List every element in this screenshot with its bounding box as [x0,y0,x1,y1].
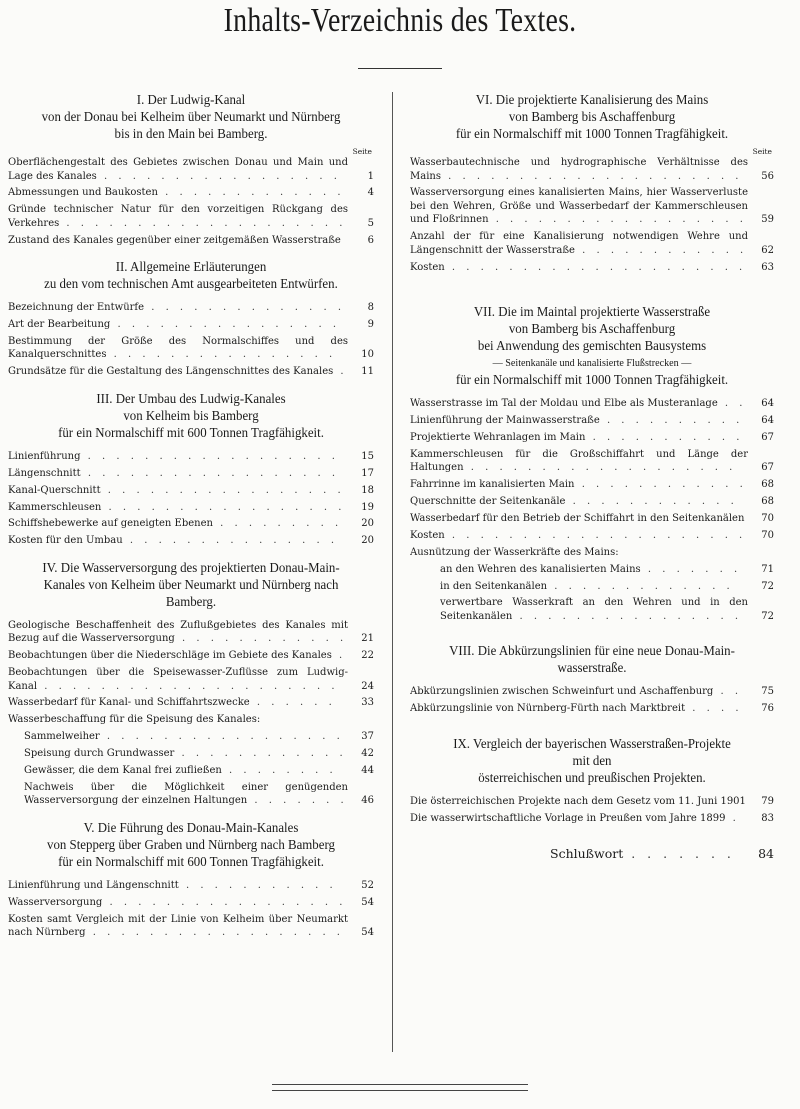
toc-section [8,560,374,808]
toc-entry-page: 1 [367,170,374,182]
toc-entry[interactable] [410,702,774,716]
dot-leader: . [333,366,348,378]
toc-entry-page: 62 [761,244,774,256]
toc-entry-page: 17 [361,467,374,479]
section-heading-line: österreichischen und preußischen Projekten. [478,770,706,786]
toc-entry-title: Gründe technischer Natur für den vorzeitigen Rückgang des Verkehres [8,204,348,229]
toc-entry-title: Ausnützung der Wasserkräfte des Mains: [410,546,619,558]
dot-leader: . . . . . . . . . . . . . . . . . . . . . [440,170,743,182]
toc-entry-page: 44 [361,765,374,777]
section-heading [425,92,760,143]
dot-leader: . . . . . . . . . . . . . . . . [110,319,341,331]
toc-entry-title: Wasserbautechnische und hydrographische Verhältnisse des Mains [410,157,748,182]
title-divider [358,68,442,69]
section-heading [425,643,760,677]
toc-entry-page: 52 [361,879,374,891]
toc-entry[interactable] [410,495,774,509]
section-heading-line: I. Der Ludwig-Kanal [136,93,246,108]
toc-entry[interactable] [410,448,774,475]
section-heading-line: von Stepperg über Graben und Nürnberg nach Bamberg [47,837,335,853]
dot-leader: . . . . . . . . . . . . . . . . . . [80,450,339,462]
toc-section [8,391,374,548]
toc-entry[interactable] [410,795,774,809]
toc-entry-page: 64 [761,415,774,427]
section-heading-line: mit den [572,753,612,769]
toc-section [8,259,374,379]
toc-entry-page: 21 [361,633,374,645]
section-heading-line: V. Die Führung des Donau-Main-Kanales [83,820,299,836]
dot-leader: . . . . . . . . . . . . . . . [122,535,339,547]
toc-entry-page: 37 [361,731,374,743]
toc-entry-title: Zustand des Kanales gegenüber einer zeitgemäßen Wasserstraße [8,234,341,246]
toc-entry-title: Abkürzungslinie von Nürnberg-Fürth nach Marktbreit [410,703,686,715]
dot-leader: . . . . . . . . . . . . . . . . . [99,731,344,743]
toc-entry-title: Wasserbedarf für Kanal- und Schiffahrtszwecke [8,697,250,709]
toc-section [8,820,374,940]
dot-leader: . . . . . . . [247,795,348,807]
dot-leader: . . . . . . . . . . . . . . . . . . . . [59,217,347,229]
toc-entry[interactable] [8,879,374,893]
toc-entry-page: 24 [361,680,374,692]
toc-section [410,304,774,623]
column-divider [392,92,393,1052]
section-heading-line: wasserstraße. [557,661,627,677]
dot-leader: . . . . . . . . . . . . . . . . [106,349,337,361]
toc-entry-page: 6 [367,234,374,246]
section-heading-line: von Bamberg bis Aschaffenburg [508,322,676,338]
toc-entry-page: 19 [361,501,374,513]
toc-entry-page: 5 [367,217,374,229]
toc-entry-page: 54 [361,927,374,939]
page-column-label: Seite [752,147,772,156]
toc-entry[interactable] [410,186,774,227]
section-heading-line: VI. Die projektierte Kanalisierung des Mains [475,93,709,108]
toc-entry-title: Abmessungen und Baukosten [8,187,158,199]
toc-entry-title: Kosten samt Vergleich mit der Linie von Kelheim über Neumarkt nach Nürnberg [8,913,348,939]
toc-entry-title: Oberflächengestalt des Gebietes zwischen Donau und Main und Lage des Kanales [8,157,348,182]
toc-entry-page: 63 [761,261,774,273]
dot-leader: . . . . . . . . . . . . . . . . . [96,170,341,182]
dot-leader: . . . . . . . . . . . . . . . . . [102,896,347,908]
dot-leader: . . . . . . . . . . . . [574,479,747,491]
toc-entry-title: Kosten für den Umbau [8,535,123,547]
toc-entry-title: Kammerschleusen für die Großschiffahrt und Länge der Haltungen [410,448,748,474]
toc-entry-title: Anzahl der für eine Kanalisierung notwendigen Wehre und Längenschnitt der Wasserstraße [410,231,748,256]
toc-entry[interactable] [410,397,774,411]
section-heading-line: von Kelheim bis Bamberg [123,408,259,424]
dot-leader: . . . . . . . . . . . [178,879,337,891]
toc-entry-page: 76 [761,703,774,715]
toc-entry-title: Art der Bearbeitung [8,319,111,331]
toc-entry-page: 8 [367,302,374,314]
toc-entry[interactable] [410,529,774,543]
dot-leader: . . . . . . . . . . . . . . . . . . [488,214,747,226]
section-heading-line: VII. Die im Maintal projektierte Wasserstraße [473,305,711,321]
left-column [8,92,374,943]
toc-entry[interactable] [8,747,374,761]
toc-entry-page: 56 [761,170,774,182]
toc-entry-page: 20 [361,518,374,530]
dot-leader: . . . . . . . . . . . . [174,633,348,645]
toc-entry-title: Schiffshebewerke auf geneigten Ebenen [8,518,213,530]
toc-entry-title: Gewässer, die dem Kanal frei zufließen [24,765,222,777]
dot-leader: . . . . . . . . . . . . . . . . . . . . . [37,680,339,692]
toc-entry-page: 68 [761,496,774,508]
toc-entry-title: Wasserversorgung [8,896,103,908]
toc-entry[interactable] [8,301,374,315]
toc-entry[interactable] [8,203,374,230]
section-heading-line: von Bamberg bis Aschaffenburg [508,110,676,125]
toc-entry-page: 4 [367,187,374,199]
dot-leader: . . . . . . . . [221,765,337,777]
dot-leader: . . . . . . . . . . . . . . . . . . [85,927,344,939]
section-heading-line: bei Anwendung des gemischten Bausystems [477,339,707,355]
toc-entry-title: Linienführung der Mainwasserstraße [410,415,600,427]
toc-entry-title: Linienführung und Längenschnitt [8,879,179,891]
toc-entry[interactable] [410,847,774,861]
toc-entry-title: an den Wehren des kanalisierten Mains [440,563,641,575]
dot-leader: . . . . . . . . . . . . [565,496,738,508]
toc-entry[interactable] [8,467,374,481]
toc-entry-title: Beobachtungen über die Niederschläge im Gebiete des Kanales [8,650,332,662]
toc-entry-title: Bestimmung der Größe des Normalschiffes und des Kanalquerschnittes [8,335,348,361]
section-heading [425,736,760,787]
toc-entry-title: Beobachtungen über die Speisewasser-Zuflüsse zum Ludwig-Kanal [8,667,348,692]
toc-entry[interactable] [410,512,774,526]
toc-entry-title: Querschnitte der Seitenkanäle [410,496,566,508]
toc-entry-page: 59 [761,214,774,226]
toc-entry-page: 9 [367,319,374,331]
toc-entry-page: 72 [761,610,774,622]
toc-entry-title: Nachweis über die Möglichkeit einer genügenden Wasserversorgung der einzelnen Haltungen [24,781,348,807]
section-heading [425,304,760,389]
toc-entry[interactable] [410,596,774,623]
bottom-divider [272,1090,528,1091]
dot-leader: . . . . . . . . . . . . . [547,580,734,592]
dot-leader: . . . . . . . . . [212,518,343,530]
toc-entry-title: Wasserstrasse im Tal der Moldau und Elbe als Musteranlage [410,398,718,410]
toc-entry-page: 20 [361,535,374,547]
toc-entry-page: 75 [761,686,774,698]
toc-entry-page: 68 [761,479,774,491]
toc-entry-title: Wasserversorgung eines kanalisierten Mains, hier Wasserverluste bei den Wehren, Größe und Wasserbedarf der Kammerschleusen und Floßrinnen [410,187,748,226]
toc-entry-title: Bezeichnung der Entwürfe [8,302,145,314]
toc-entry-title: Kanal-Querschnitt [8,484,101,496]
toc-entry-title: Grundsätze für die Gestaltung des Längenschnittes des Kanales [8,366,334,378]
dot-leader: . . . . . . . [640,563,742,575]
toc-entry[interactable] [8,186,374,200]
section-heading-line: für ein Normalschiff mit 600 Tonnen Tragfähigkeit. [58,425,324,441]
dot-leader: . . . . . . . . . . . . [174,748,347,760]
section-heading-line: bis in den Main bei Bamberg. [114,127,268,142]
toc-section [410,736,774,825]
toc-entry[interactable] [8,913,374,940]
toc-entry[interactable] [8,619,374,646]
toc-entry[interactable] [410,478,774,492]
dot-leader: . . . . . . . . . . . . [574,244,748,256]
toc-entry-page: 84 [758,846,774,862]
dot-leader: . [725,812,740,824]
section-heading-line: III. Der Umbau des Ludwig-Kanales [96,391,286,407]
page-title: Inhalts-Verzeichnis des Textes. [223,2,577,39]
toc-entry[interactable] [410,156,774,183]
dot-leader: . . [717,398,747,410]
toc-entry-title: verwertbare Wasserkraft an den Wehren und in den Seitenkanälen [440,597,748,622]
toc-entry[interactable] [8,713,374,727]
dot-leader: . . . . . . . . . . . . . . . . . [100,484,345,496]
toc-entry[interactable] [8,781,374,808]
dot-leader: . . . . . . . . . . . . . [157,187,345,199]
toc-entry[interactable] [8,649,374,663]
toc-entry-page: 67 [761,462,774,474]
section-heading [23,560,360,611]
toc-entry-title: Wasserbedarf für den Betrieb der Schiffahrt in den Seitenkanälen [410,513,745,525]
toc-entry-page: 64 [761,398,774,410]
section-heading-line: IX. Vergleich der bayerischen Wasserstraßen-Projekte [453,736,731,752]
toc-section [410,92,774,274]
toc-entry-page: 15 [361,450,374,462]
section-heading-line: IV. Die Wasserversorgung des projektierten Donau-Main- [42,560,340,576]
section-heading-line: — Seitenkanäle und kanalisierte Flußstrecken — [492,357,692,370]
right-column [410,92,774,864]
section-heading-line: für ein Normalschiff mit 1000 Tonnen Tragfähigkeit. [455,127,729,142]
toc-entry[interactable] [410,685,774,699]
toc-entry[interactable] [8,666,374,693]
toc-entry-page: 83 [761,812,774,824]
toc-entry[interactable] [8,501,374,515]
toc-entry[interactable] [8,450,374,464]
toc-entry-title: Schlußwort [550,847,624,861]
dot-leader: . . . . . . . [623,847,735,861]
toc-entry[interactable] [8,696,374,710]
toc-entry-title: Sammelweiher [24,731,100,743]
toc-entry[interactable] [8,764,374,778]
section-heading [23,92,360,143]
toc-entry[interactable] [410,414,774,428]
toc-entry-title: Linienführung [8,450,81,462]
toc-entry[interactable] [410,580,774,594]
toc-entry-page: 10 [361,349,374,361]
dot-leader: . . . . . . . . . . . . . . . . . [101,501,346,513]
toc-entry-title: Speisung durch Grundwasser [24,748,175,760]
dot-leader: . . . . . . . . . . . . . . [144,302,346,314]
dot-leader: . . . . [685,703,743,715]
section-heading-line: für ein Normalschiff mit 600 Tonnen Tragfähigkeit. [58,854,324,870]
dot-leader: . . . . . . . . . . . . . . . . . . . [463,462,737,474]
section-heading-line: II. Allgemeine Erläuterungen [115,260,267,276]
toc-entry-title: in den Seitenkanälen [440,580,548,592]
dot-leader: . [331,650,347,662]
toc-entry-title: Fahrrinne im kanalisierten Main [410,479,575,491]
dot-leader: . . . . . . . . . . [599,415,744,427]
toc-entry-page: 22 [361,650,374,662]
toc-entry[interactable] [8,234,374,248]
toc-entry[interactable] [8,318,374,332]
toc-entry[interactable] [8,534,374,548]
toc-entry-title: Abkürzungslinien zwischen Schweinfurt und Aschaffenburg [410,686,714,698]
toc-entry[interactable] [8,365,374,379]
dot-leader: . . . . . . . . . . . . . . . . [512,610,743,622]
page-column-label: Seite [352,147,372,156]
toc-entry-page: 42 [361,748,374,760]
toc-entry[interactable] [410,261,774,275]
toc-section [410,847,774,861]
section-heading-line: zu den vom technischen Amt ausgearbeiteten Entwürfen. [44,277,338,293]
toc-entry-title: Geologische Beschaffenheit des Zuflußgebietes des Kanales mit Bezug auf die Wasserversorgung [8,619,348,645]
toc-entry-title: Kosten [410,261,445,273]
toc-entry-page: 11 [361,366,374,378]
section-heading-line: Kanales von Kelheim über Neumarkt und Nürnberg nach [43,577,339,593]
toc-entry-page: 18 [361,484,374,496]
toc-entry[interactable] [410,563,774,577]
toc-entry-page: 72 [761,580,774,592]
dot-leader: . . . . . . . . . . . . . . . . . . . . . [444,529,747,541]
toc-entry[interactable] [8,517,374,531]
section-heading [23,391,360,442]
dot-leader: . . . . . . . . . . . . . . . . . . . . . [444,261,747,273]
section-heading [23,820,360,871]
toc-entry-title: Projektierte Wehranlagen im Main [410,431,586,443]
toc-entry[interactable] [410,546,774,560]
section-heading-line: für ein Normalschiff mit 1000 Tonnen Tragfähigkeit. [455,373,729,389]
toc-entry[interactable] [8,156,374,183]
toc-entry-page: 70 [761,513,774,525]
toc-entry[interactable] [8,730,374,744]
toc-entry[interactable] [410,812,774,826]
toc-entry[interactable] [410,431,774,445]
toc-entry-page: 67 [761,431,774,443]
toc-entry[interactable] [410,230,774,257]
toc-entry[interactable] [8,896,374,910]
toc-entry-page: 71 [761,563,774,575]
section-heading-line: von der Donau bei Kelheim über Neumarkt und Nürnberg [41,110,341,125]
dot-leader: . . . . . . [249,697,336,709]
dot-leader: . . . . . . . . . . . . . . . . . . [80,467,340,479]
toc-entry-page: 54 [361,896,374,908]
section-heading [23,259,360,293]
toc-section [410,643,774,715]
toc-entry-page: 79 [761,795,774,807]
toc-entry-page: 46 [361,795,374,807]
toc-entry[interactable] [8,484,374,498]
bottom-divider [272,1084,528,1085]
section-heading-line: Bamberg. [165,594,217,610]
toc-entry-title: Kosten [410,529,445,541]
toc-entry-title: Die österreichischen Projekte nach dem Gesetz vom 11. Juni 1901 [410,795,746,807]
toc-entry-page: 70 [761,529,774,541]
toc-entry-title: Längenschnitt [8,467,81,479]
toc-entry-page: 33 [361,697,374,709]
dot-leader: . . . . . . . . . . . [585,431,744,443]
toc-entry[interactable] [8,335,374,362]
toc-section [8,92,374,247]
toc-entry-title: Die wasserwirtschaftliche Vorlage in Preußen vom Jahre 1899 [410,812,726,824]
section-heading-line: VIII. Die Abkürzungslinien für eine neue Donau-Main- [449,644,735,660]
toc-entry-title: Kammerschleusen [8,501,102,513]
toc-entry-title: Wasserbeschaffung für die Speisung des Kanales: [8,714,261,726]
dot-leader: . . [713,686,743,698]
